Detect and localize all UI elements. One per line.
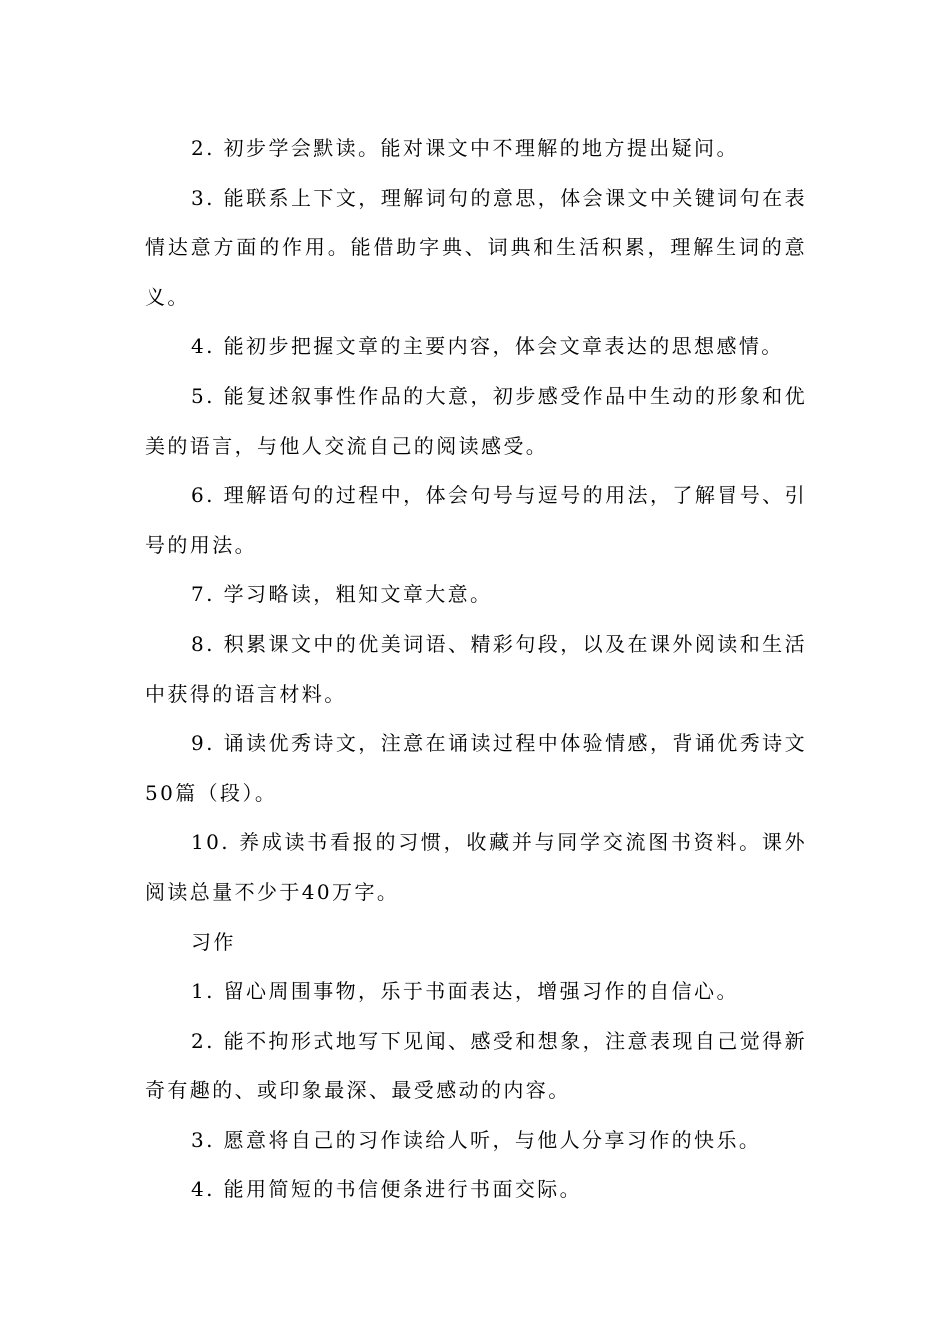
paragraph-writing-3: 3. 愿意将自己的习作读给人听，与他人分享习作的快乐。 <box>191 1127 762 1152</box>
paragraph-reading-8: 8. 积累课文中的优美词语、精彩句段，以及在课外阅读和生活中获得的语言材料。 <box>145 631 807 706</box>
paragraph-reading-2: 2. 初步学会默读。能对课文中不理解的地方提出疑问。 <box>191 136 739 160</box>
paragraph-reading-5: 5. 能复述叙事性作品的大意，初步感受作品中生动的形象和优美的语言，与他人交流自己的阅读感受。 <box>145 383 807 458</box>
document-page <box>145 124 807 1215</box>
paragraph-writing-2: 2. 能不拘形式地写下见闻、感受和想象，注意表现自己觉得新奇有趣的、或印象最深、最受感动的内容。 <box>145 1028 807 1103</box>
paragraph-writing-1: 1. 留心周围事物，乐于书面表达，增强习作的自信心。 <box>191 979 739 1004</box>
paragraph-writing-4: 4. 能用简短的书信便条进行书面交际。 <box>191 1177 583 1202</box>
paragraph-reading-3: 3. 能联系上下文，理解词句的意思，体会课文中关键词句在表情达意方面的作用。能借助字典、词典和生活积累，理解生词的意义。 <box>145 185 807 309</box>
paragraph-reading-10: 10. 养成读书看报的习惯，收藏并与同学交流图书资料。课外阅读总量不少于40万字。 <box>145 830 807 904</box>
paragraph-reading-4: 4. 能初步把握文章的主要内容，体会文章表达的思想感情。 <box>191 334 784 359</box>
section-heading-writing: 习作 <box>191 929 236 954</box>
paragraph-reading-9: 9. 诵读优秀诗文，注意在诵读过程中体验情感，背诵优秀诗文50篇（段）。 <box>145 731 807 805</box>
paragraph-reading-7: 7. 学习略读，粗知文章大意。 <box>191 582 493 607</box>
paragraph-reading-6: 6. 理解语句的过程中，体会句号与逗号的用法，了解冒号、引号的用法。 <box>145 483 807 557</box>
